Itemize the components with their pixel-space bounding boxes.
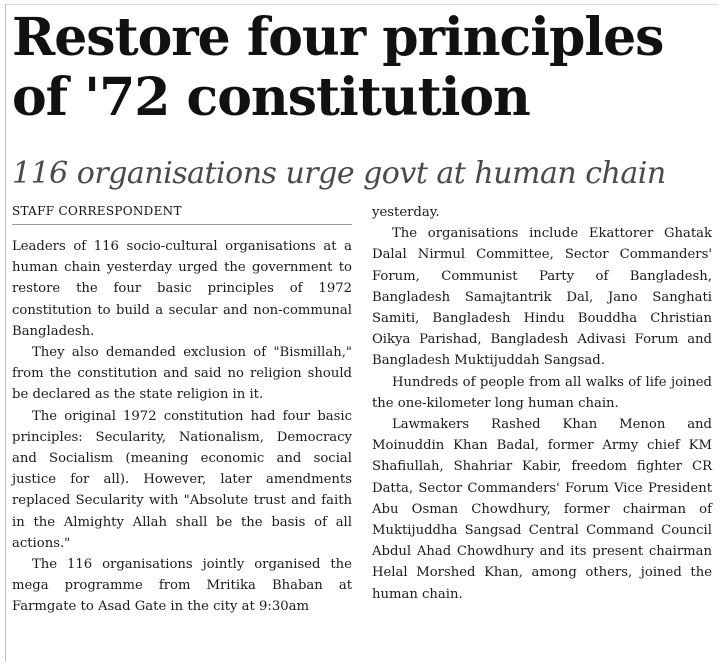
paragraph: The 116 organisations jointly organised the mega programme from Mritika Bhaban at Farmgate to Asad Gate in the city at 9:30am xyxy=(12,557,352,615)
headline xyxy=(12,8,717,128)
byline: STAFF CORRESPONDENT xyxy=(12,204,352,225)
paragraph-continuation: yesterday. xyxy=(372,205,440,220)
headline-line-1: Restore four principles xyxy=(12,7,664,68)
paragraph: They also demanded exclusion of "Bismillah," from the constitution and said no religion should be declared as the state religion in it. xyxy=(12,345,352,403)
article-column-1 xyxy=(12,236,352,618)
subheadline: 116 organisations urge govt at human chain xyxy=(12,156,666,191)
paragraph: Hundreds of people from all walks of life joined the one-kilometer long human chain. xyxy=(372,374,712,411)
article-column-2 xyxy=(372,202,712,605)
paragraph: The original 1972 constitution had four basic principles: Secularity, Nationalism, Democracy and Socialism (meaning economic and social justice for all). However, later amendments replaced Secularity with "Absolute trust and faith in the Almighty Allah shall be the basis of all actions." xyxy=(12,408,352,551)
headline-line-2: of '72 constitution xyxy=(12,67,530,128)
paragraph: Lawmakers Rashed Khan Menon and Moinuddin Khan Badal, former Army chief KM Shafiullah, Shahriar Kabir, freedom fighter CR Datta, Sector Commanders' Forum Vice President Abu Osman Chowdhury, former chairman of Muktijuddha Sangsad Central Command Council Abdul Ahad Chowdhury and its present chairman Helal Morshed Khan, among others, joined the human chain. xyxy=(372,417,712,602)
paragraph: Leaders of 116 socio-cultural organisations at a human chain yesterday urged the government to restore the four basic principles of 1972 constitution to build a secular and non-communal Bangladesh. xyxy=(12,239,352,339)
paragraph: The organisations include Ekattorer Ghatak Dalal Nirmul Committee, Sector Commanders' Forum, Communist Party of Bangladesh, Bangladesh Samajtantrik Dal, Jano Sanghati Samiti, Bangladesh Hindu Bouddha Christian Oikya Parishad, Bangladesh Adivasi Forum and Bangladesh Muktijuddah Sangsad. xyxy=(372,226,712,369)
